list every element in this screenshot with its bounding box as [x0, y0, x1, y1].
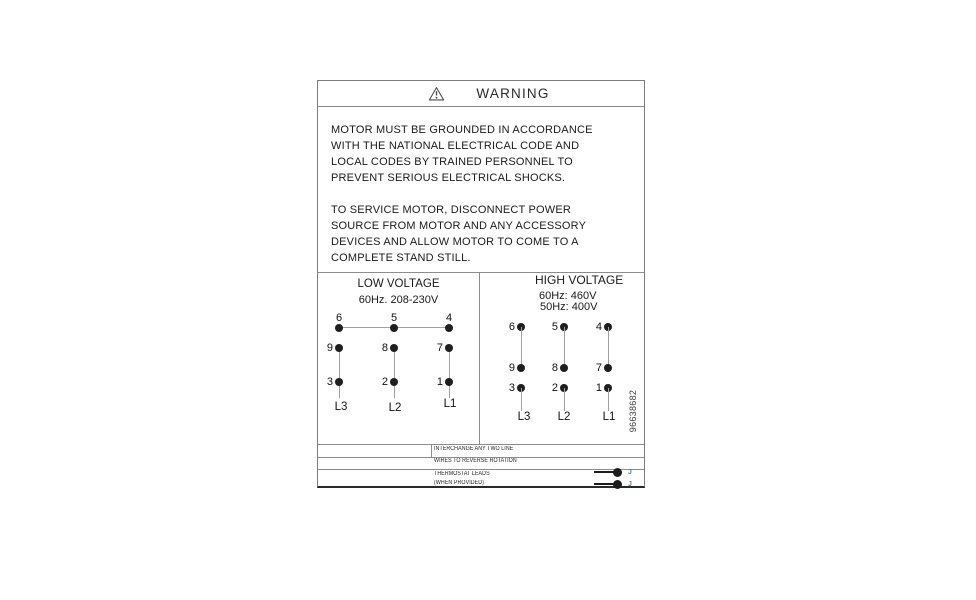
- lv-terminal-dot-8: [390, 344, 398, 352]
- lv-terminal-dot-4: [445, 324, 453, 332]
- grounding-warning-paragraph: [331, 122, 633, 186]
- lv-terminal-label-7: 7: [436, 342, 443, 354]
- part-number: 96638682: [628, 389, 638, 433]
- panel-divider: [479, 272, 480, 444]
- motor-warning-label: [317, 80, 645, 488]
- hv-wire-4-7: [608, 327, 609, 368]
- warning-text-line: WITH THE NATIONAL ELECTRICAL CODE AND: [331, 140, 580, 152]
- lv-terminal-label-6: 6: [335, 312, 343, 324]
- header-divider: [318, 106, 644, 107]
- hv-terminal-label-7: 7: [595, 362, 602, 374]
- thermostat-lead-dot-2: [613, 480, 622, 489]
- thermostat-lead-label-2: J: [628, 481, 632, 488]
- thermostat-lead-dot-1: [613, 468, 622, 477]
- lv-terminal-dot-7: [445, 344, 453, 352]
- hv-terminal-label-9: 9: [508, 362, 515, 374]
- lv-terminal-label-4: 4: [445, 312, 453, 324]
- hv-terminal-label-3: 3: [508, 382, 515, 394]
- lv-line-label-l1: L1: [443, 398, 457, 410]
- warning-text-line: MOTOR MUST BE GROUNDED IN ACCORDANCE: [331, 124, 593, 136]
- hv-lead-l2: [564, 388, 565, 411]
- lv-terminal-dot-6: [335, 324, 343, 332]
- lv-terminal-dot-2: [390, 378, 398, 386]
- thermostat-note-line2: (WHEN PROVIDED): [434, 480, 485, 486]
- lv-terminal-label-1: 1: [436, 376, 443, 388]
- notes-cell-divider: [431, 444, 432, 457]
- high-voltage-title: HIGH VOLTAGE: [535, 273, 624, 287]
- lv-wire-7-1: [449, 348, 450, 398]
- hv-line-label-l2: L2: [557, 411, 571, 423]
- lv-terminal-label-9: 9: [326, 342, 333, 354]
- hv-terminal-label-8: 8: [551, 362, 558, 374]
- lv-line-label-l3: L3: [334, 401, 348, 413]
- lv-terminal-label-5: 5: [390, 312, 398, 324]
- warning-text-line: SOURCE FROM MOTOR AND ANY ACCESSORY: [331, 220, 587, 232]
- warning-triangle-icon: [428, 86, 445, 102]
- notes-divider-3: [318, 469, 644, 470]
- lv-terminal-dot-1: [445, 378, 453, 386]
- hv-terminal-label-5: 5: [551, 321, 558, 333]
- lv-terminal-dot-5: [390, 324, 398, 332]
- lv-terminal-label-2: 2: [381, 376, 388, 388]
- hv-lead-l3: [521, 388, 522, 411]
- hv-terminal-label-2: 2: [551, 382, 558, 394]
- reverse-rotation-note-line1: INTERCHANGE ANY TWO LINE: [434, 446, 514, 452]
- hv-lead-l1: [608, 388, 609, 411]
- hv-terminal-label-1: 1: [595, 382, 602, 394]
- thermostat-note-line1: THERMOSTAT LEADS: [434, 471, 490, 477]
- hv-terminal-dot-7: [604, 364, 612, 372]
- low-voltage-title: LOW VOLTAGE: [357, 278, 440, 290]
- lv-terminal-label-3: 3: [326, 376, 333, 388]
- warning-text-line: COMPLETE STAND STILL.: [331, 252, 471, 264]
- warning-text-line: DEVICES AND ALLOW MOTOR TO COME TO A: [331, 236, 579, 248]
- reverse-rotation-note-line2: WIRES TO REVERSE ROTATION: [434, 458, 517, 464]
- lv-line-label-l2: L2: [388, 402, 402, 414]
- lv-wire-9-3: [339, 348, 340, 398]
- notes-divider-1: [318, 444, 644, 445]
- warning-text-line: PREVENT SERIOUS ELECTRICAL SHOCKS.: [331, 172, 566, 184]
- hv-line-label-l3: L3: [517, 411, 531, 423]
- high-voltage-subtitle-50hz: 50Hz: 400V: [540, 301, 598, 313]
- high-voltage-subtitle-60hz: 60Hz: 460V: [539, 290, 597, 302]
- lv-terminal-label-8: 8: [381, 342, 388, 354]
- hv-wire-6-9: [521, 327, 522, 368]
- hv-terminal-dot-8: [560, 364, 568, 372]
- warning-text-line: LOCAL CODES BY TRAINED PERSONNEL TO: [331, 156, 573, 168]
- hv-terminal-dot-9: [517, 364, 525, 372]
- lv-terminal-dot-3: [335, 378, 343, 386]
- thermostat-lead-label-1: J: [628, 469, 632, 476]
- hv-terminal-label-4: 4: [595, 321, 602, 333]
- lv-terminal-dot-9: [335, 344, 343, 352]
- warning-text-line: TO SERVICE MOTOR, DISCONNECT POWER: [331, 204, 572, 216]
- warning-title: WARNING: [476, 86, 550, 101]
- service-warning-paragraph: [331, 202, 633, 266]
- low-voltage-subtitle: 60Hz. 208-230V: [358, 294, 439, 306]
- hv-terminal-label-6: 6: [508, 321, 515, 333]
- lv-wire-8-2: [394, 348, 395, 398]
- hv-line-label-l1: L1: [602, 411, 616, 423]
- hv-wire-5-8: [564, 327, 565, 368]
